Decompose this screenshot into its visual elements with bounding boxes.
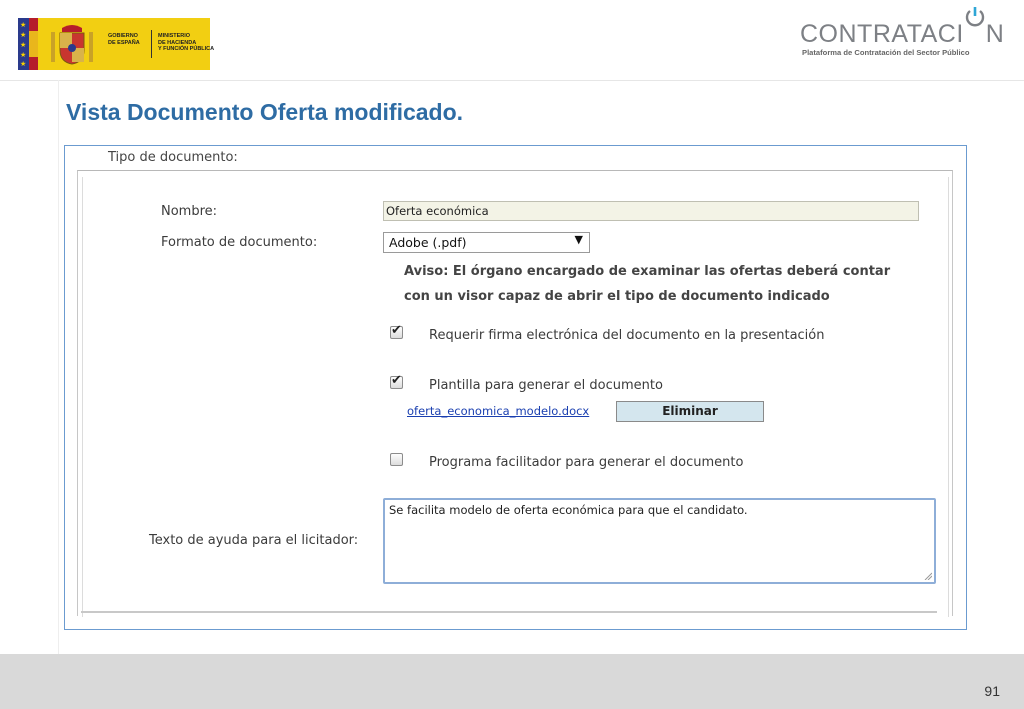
firma-checkbox[interactable] <box>390 323 403 339</box>
nombre-input[interactable]: Oferta económica <box>383 201 919 221</box>
coat-of-arms-icon <box>48 24 96 66</box>
contratacion-logo <box>800 20 1008 66</box>
formato-label: Formato de documento: <box>161 235 318 250</box>
logo-divider <box>151 30 152 58</box>
page-title: Vista Documento Oferta modificado. <box>66 99 464 125</box>
programa-label: Programa facilitador para generar el documento <box>429 455 744 470</box>
left-divider <box>58 80 59 654</box>
firma-label: Requerir firma electrónica del documento en la presentación <box>429 328 825 343</box>
gobierno-text: GOBIERNO DE ESPAÑA <box>108 33 140 46</box>
ayuda-label: Texto de ayuda para el licitador: <box>149 533 359 548</box>
plantilla-file-link[interactable]: oferta_economica_modelo.docx <box>407 404 590 418</box>
plantilla-label: Plantilla para generar el documento <box>429 378 663 393</box>
document-form-screenshot <box>64 145 967 630</box>
programa-checkbox[interactable] <box>390 453 403 466</box>
fieldset-bottom-border <box>81 611 937 613</box>
page-number: 91 <box>984 683 1000 699</box>
ministerio-text: MINISTERIO DE HACIENDA Y FUNCIÓN PÚBLICA <box>158 33 215 52</box>
aviso-line-2: con un visor capaz de abrir el tipo de documento indicado <box>404 289 830 304</box>
fieldset-legend: Tipo de documento: <box>105 150 241 165</box>
aviso-line-1: Aviso: El órgano encargado de examinar las ofertas deberá contar <box>404 264 891 279</box>
ayuda-text: Se facilita modelo de oferta económica para que el candidato. <box>389 503 748 517</box>
contratacion-subtitle: Plataforma de Contratación del Sector Público <box>802 48 970 57</box>
power-icon <box>964 22 986 42</box>
contratacion-wordmark: CONTRATACI N <box>800 20 1004 49</box>
formato-select[interactable] <box>383 232 590 253</box>
checkmark-icon: ✔ <box>391 323 402 338</box>
eu-stars-icon: ★ ★ ★ ★ ★ <box>18 18 29 70</box>
plantilla-checkbox[interactable] <box>390 373 403 389</box>
checkmark-icon: ✔ <box>391 373 402 388</box>
header <box>0 0 1024 81</box>
footer-bar <box>0 654 1024 709</box>
dropdown-arrow-icon: ▼ <box>574 233 583 246</box>
resize-grip-icon[interactable] <box>924 572 932 580</box>
gobierno-espana-logo <box>18 18 215 70</box>
eliminar-button[interactable]: Eliminar <box>616 401 764 422</box>
formato-selected-value: Adobe (.pdf) <box>389 235 467 250</box>
nombre-label: Nombre: <box>161 204 218 219</box>
ayuda-textarea[interactable] <box>383 498 936 584</box>
